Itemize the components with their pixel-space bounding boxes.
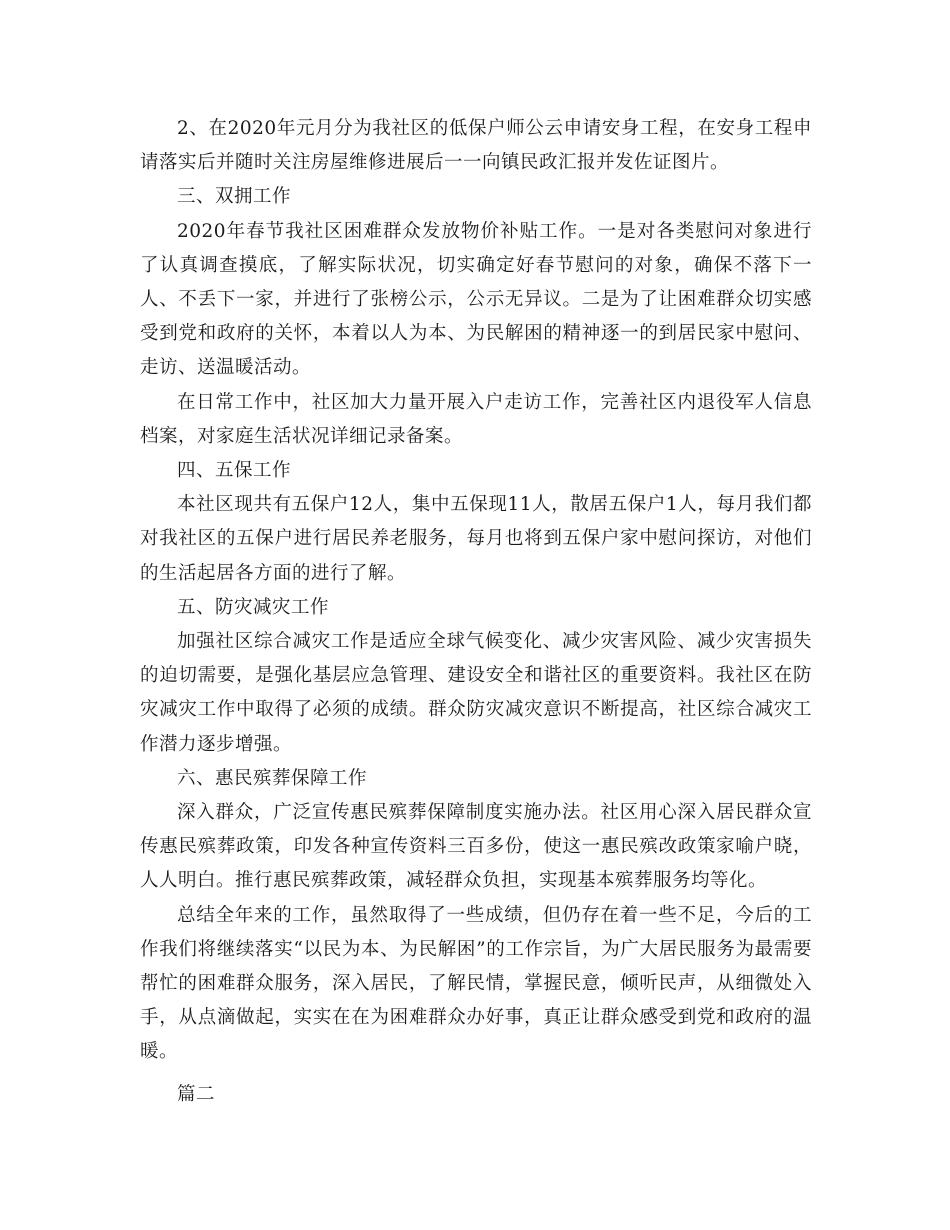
section-heading-funeral-support: 六、惠民殡葬保障工作 (177, 767, 368, 789)
paragraph-spring-festival-subsidy: 2020年春节我社区困难群众发放物价补贴工作。一是对各类慰问对象进行了认真调查摸底，了解实际状况，切实确定好春节慰问的对象，确保不落下一人、不丢下一家，并进行了张榜公示，公示无异议。二是为了让困难群众切实感受到党和政府的关怀，本着以人为本、为民解困的精神逐一的到居民家中慰问、走访、送温暖活动。 (140, 220, 812, 379)
paragraph-anshen-project: 2、在2020年元月分为我社区的低保户师公云申请安身工程，在安身工程申请落实后并随时关注房屋维修进展后一一向镇民政汇报并发佐证图片。 (140, 118, 812, 174)
paragraph-wubao-households: 本社区现共有五保户12人，集中五保现11人，散居五保户1人，每月我们都对我社区的五保户进行居民养老服务，每月也将到五保户家中慰问探访，对他们的生活起居各方面的进行了解。 (140, 494, 812, 584)
document-page (140, 112, 812, 1112)
paragraph-funeral-policy: 深入群众，广泛宣传惠民殡葬保障制度实施办法。社区用心深入居民群众宣传惠民殡葬政策，印发各种宣传资料三百多份，使这一惠民殡改政策家喻户晓，人人明白。推行惠民殡葬政策，减轻群众负担，实现基本殡葬服务均等化。 (140, 802, 812, 892)
paragraph-disaster-reduction: 加强社区综合减灾工作是适应全球气候变化、减少灾害风险、减少灾害损失的迫切需要，是强化基层应急管理、建设安全和谐社区的重要资料。我社区在防灾减灾工作中取得了必须的成绩。群众防灾减灾意识不断提高，社区综合减灾工作潜力逐步增强。 (140, 631, 812, 755)
paragraph-daily-visits: 在日常工作中，社区加大力量开展入户走访工作，完善社区内退役军人信息档案，对家庭生活状况详细记录备案。 (140, 391, 812, 447)
section-heading-wubao: 四、五保工作 (177, 460, 292, 482)
paragraph-annual-summary: 总结全年来的工作，虽然取得了一些成绩，但仍存在着一些不足，今后的工作我们将继续落实“以民为本、为民解困”的工作宗旨，为广大居民服务为最需要帮忙的困难群众服务，深入居民，了解民情，掌握民意，倾听民声，从细微处入手，从点滴做起，实实在在为困难群众办好事，真正让群众感受到党和政府的温暖。 (140, 904, 812, 1063)
section-heading-disaster-prevention: 五、防灾减灾工作 (177, 596, 330, 618)
section-heading-shuangyong: 三、双拥工作 (177, 186, 292, 208)
section-heading-part-two: 篇二 (177, 1083, 216, 1105)
